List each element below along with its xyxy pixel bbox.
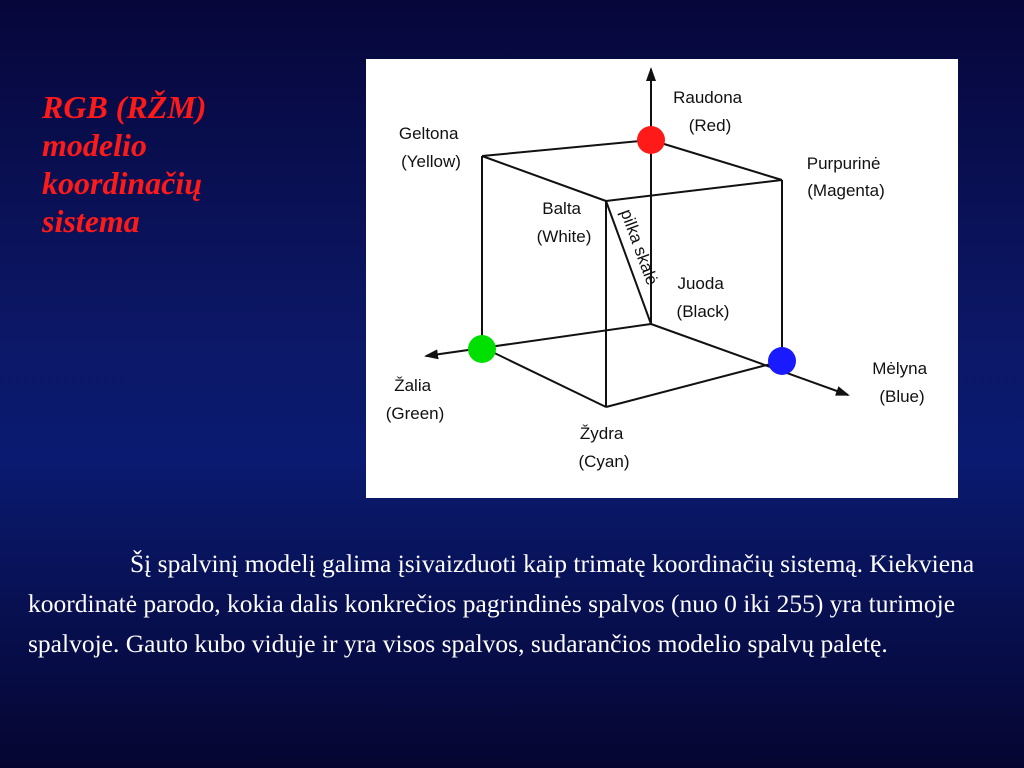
label-white: Balta (White) bbox=[536, 199, 592, 246]
title-line-4: sistema bbox=[42, 203, 140, 239]
description-text bbox=[28, 544, 1003, 664]
title-line-3: koordinačių bbox=[42, 165, 203, 201]
label-blue: Mėlyna (Blue) bbox=[872, 359, 928, 406]
title-line-1: RGB (RŽM) bbox=[42, 89, 207, 125]
description-paragraph: Šį spalvinį modelį galima įsivaizduoti kaip trimatę koordinačių sistemą. Kiekviena koordinatė parodo, kokia dalis konkrečios pagrindinės spalvos (nuo 0 iki 255) yra turimoje spalvoje. Gauto kubo viduje ir yra visos spalvos, sudarančios modelio spalvų paletę. bbox=[28, 549, 975, 658]
green-axis bbox=[426, 324, 651, 356]
label-black: Juoda (Black) bbox=[676, 274, 730, 321]
label-grayscale: pilka skalė bbox=[616, 206, 662, 288]
blue-vertex bbox=[768, 347, 796, 375]
slide-title bbox=[42, 88, 342, 240]
title-line-2: modelio bbox=[42, 127, 147, 163]
rgb-cube-diagram bbox=[366, 59, 958, 498]
red-vertex bbox=[637, 126, 665, 154]
label-green: Žalia (Green) bbox=[385, 376, 445, 423]
blue-axis bbox=[651, 324, 848, 395]
label-cyan: Žydra (Cyan) bbox=[578, 424, 630, 471]
label-yellow: Geltona (Yellow) bbox=[398, 124, 461, 171]
green-vertex bbox=[468, 335, 496, 363]
rgb-cube-svg bbox=[366, 59, 958, 498]
label-magenta: Purpurinė (Magenta) bbox=[806, 154, 885, 200]
label-red: Raudona (Red) bbox=[673, 88, 743, 135]
